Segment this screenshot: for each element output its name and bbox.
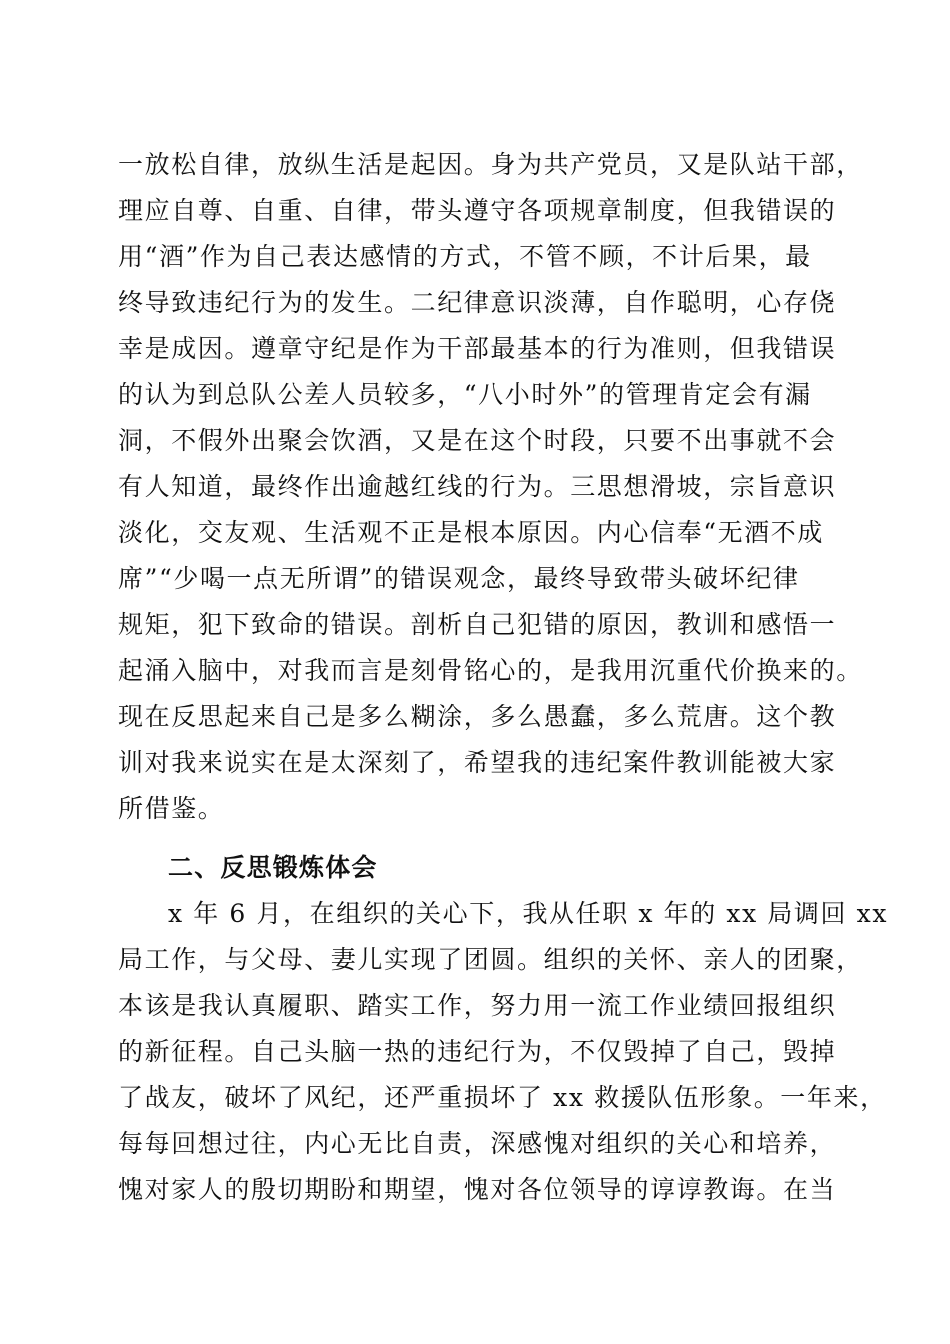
text-line: 理应自尊、自重、自律，带头遵守各项规章制度，但我错误的	[118, 196, 837, 225]
text-line: 幸是成因。遵章守纪是作为干部最基本的行为准则，但我错误	[118, 334, 837, 363]
text-line: 的认为到总队公差人员较多，“八小时外”的管理肯定会有漏	[118, 380, 812, 409]
text-line: 了战友，破坏了风纪，还严重损坏了 xx 救援队伍形象。一年来，	[118, 1083, 887, 1112]
document-body	[118, 142, 889, 1213]
text-line: 一放松自律，放纵生活是起因。身为共产党员，又是队站干部，	[118, 150, 863, 179]
text-line: 的新征程。自己头脑一热的违纪行为，不仅毁掉了自己，毁掉	[118, 1037, 837, 1066]
text-line: 愧对家人的殷切期盼和期望，愧对各位领导的谆谆教诲。在当	[118, 1175, 837, 1204]
text-line: 规矩，犯下致命的错误。剖析自己犯错的原因，教训和感悟一	[118, 610, 837, 639]
text-line: 用“酒”作为自己表达感情的方式，不管不顾，不计后果，最	[118, 242, 812, 271]
text-line: 有人知道，最终作出逾越红线的行为。三思想滑坡，宗旨意识	[118, 472, 837, 501]
text-line: 现在反思起来自己是多么糊涂，多么愚蠢，多么荒唐。这个教	[118, 702, 837, 731]
text-line: 训对我来说实在是太深刻了，希望我的违纪案件教训能被大家	[118, 748, 837, 777]
text-line: 起涌入脑中，对我而言是刻骨铭心的，是我用沉重代价换来的。	[118, 656, 863, 685]
text-line: 席”“少喝一点无所谓”的错误观念，最终导致带头破坏纪律	[118, 564, 800, 593]
text-line: 终导致违纪行为的发生。二纪律意识淡薄，自作聪明，心存侥	[118, 288, 837, 317]
text-line: 本该是我认真履职、踏实工作，努力用一流工作业绩回报组织	[118, 991, 837, 1020]
paragraph-1	[118, 142, 863, 832]
text-line: x 年 6 月，在组织的关心下，我从任职 x 年的 xx 局调回 xx	[168, 899, 889, 928]
text-line: 洞，不假外出聚会饮酒，又是在这个时段，只要不出事就不会	[118, 426, 837, 455]
text-line: 所借鉴。	[118, 794, 225, 823]
text-line: 淡化，交友观、生活观不正是根本原因。内心信奉“无酒不成	[118, 518, 824, 547]
text-line: 局工作，与父母、妻儿实现了团圆。组织的关怀、亲人的团聚，	[118, 945, 863, 974]
section-heading: 二、反思锻炼体会	[168, 853, 378, 882]
paragraph-2	[118, 891, 889, 1213]
text-line: 每每回想过往，内心无比自责，深感愧对组织的关心和培养，	[118, 1129, 837, 1158]
